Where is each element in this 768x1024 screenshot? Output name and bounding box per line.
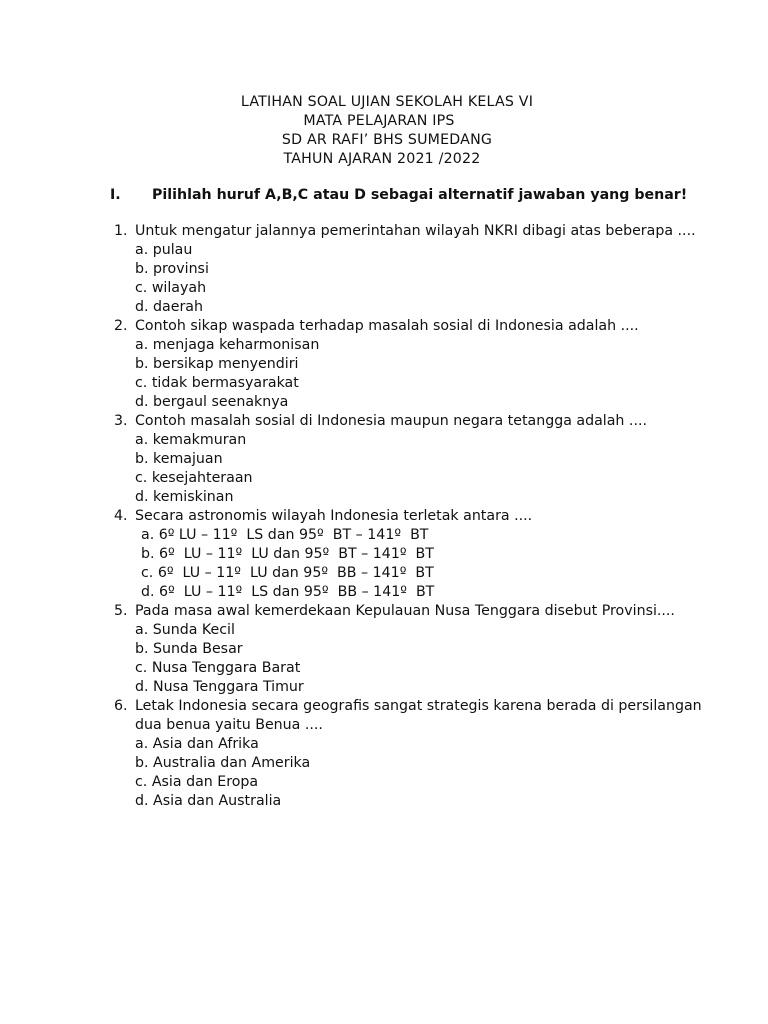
option-b: b. kemajuan (135, 451, 223, 467)
question-text: Untuk mengatur jalannya pemerintahan wilayah NKRI dibagi atas beberapa .... (135, 223, 696, 239)
document-header (0, 93, 768, 169)
option-a: a. pulau (135, 242, 193, 258)
option-a: a. Sunda Kecil (135, 622, 235, 638)
question-number: 4. (114, 508, 128, 524)
option-a: a. kemakmuran (135, 432, 247, 448)
option-b: b. Australia dan Amerika (135, 755, 311, 771)
question-item (114, 317, 714, 412)
question-text: Contoh masalah sosial di Indonesia maupun negara tetangga adalah .... (135, 413, 647, 429)
option-a: a. Asia dan Afrika (135, 736, 259, 752)
question-number: 5. (114, 603, 128, 619)
question-item (114, 412, 714, 507)
question-number: 6. (114, 698, 128, 714)
header-year: TAHUN AJARAN 2021 /2022 (283, 151, 481, 167)
question-text: Letak Indonesia secara geografis sangat strategis karena berada di persilangan dua benua yaitu Benua .... (135, 698, 702, 733)
question-text: Contoh sikap waspada terhadap masalah sosial di Indonesia adalah .... (135, 318, 639, 334)
option-c: c. wilayah (135, 280, 207, 296)
question-number: 3. (114, 413, 128, 429)
question-text: Pada masa awal kemerdekaan Kepulauan Nusa Tenggara disebut Provinsi.... (135, 603, 675, 619)
option-b: b. Sunda Besar (135, 641, 243, 657)
option-d: d. daerah (135, 299, 203, 315)
question-number: 2. (114, 318, 128, 334)
option-list (114, 241, 714, 317)
option-c: c. Asia dan Eropa (135, 774, 259, 790)
question-number: 1. (114, 223, 128, 239)
option-list (114, 526, 714, 602)
option-c: c. 6º LU – 11º LU dan 95º BB – 141º BT (141, 565, 434, 581)
question-text: Secara astronomis wilayah Indonesia terletak antara .... (135, 508, 533, 524)
option-b: b. 6º LU – 11º LU dan 95º BT – 141º BT (141, 546, 434, 562)
question-item (114, 602, 714, 697)
option-d: d. kemiskinan (135, 489, 234, 505)
header-school: SD AR RAFI’ BHS SUMEDANG (281, 132, 493, 148)
option-d: d. bergaul seenaknya (135, 394, 289, 410)
option-d: d. Nusa Tenggara Timur (135, 679, 304, 695)
option-list (114, 336, 714, 412)
section-instruction (110, 186, 687, 205)
option-a: a. 6º LU – 11º LS dan 95º BT – 141º BT (141, 527, 429, 543)
instruction-text: Pilihlah huruf A,B,C atau D sebagai alternatif jawaban yang benar! (152, 187, 688, 203)
option-list (114, 621, 714, 697)
question-item (114, 222, 714, 317)
section-number: I. (110, 187, 121, 203)
question-list (114, 222, 714, 811)
option-b: b. bersikap menyendiri (135, 356, 299, 372)
option-a: a. menjaga keharmonisan (135, 337, 320, 353)
option-c: c. kesejahteraan (135, 470, 253, 486)
option-c: c. tidak bermasyarakat (135, 375, 299, 391)
option-c: c. Nusa Tenggara Barat (135, 660, 301, 676)
option-d: d. Asia dan Australia (135, 793, 282, 809)
header-title: LATIHAN SOAL UJIAN SEKOLAH KELAS VI (240, 94, 534, 110)
option-list (114, 735, 714, 811)
option-list (114, 431, 714, 507)
question-item (114, 697, 714, 811)
option-d: d. 6º LU – 11º LS dan 95º BB – 141º BT (141, 584, 435, 600)
option-b: b. provinsi (135, 261, 209, 277)
question-item (114, 507, 714, 602)
header-subject: MATA PELAJARAN IPS (303, 113, 455, 129)
